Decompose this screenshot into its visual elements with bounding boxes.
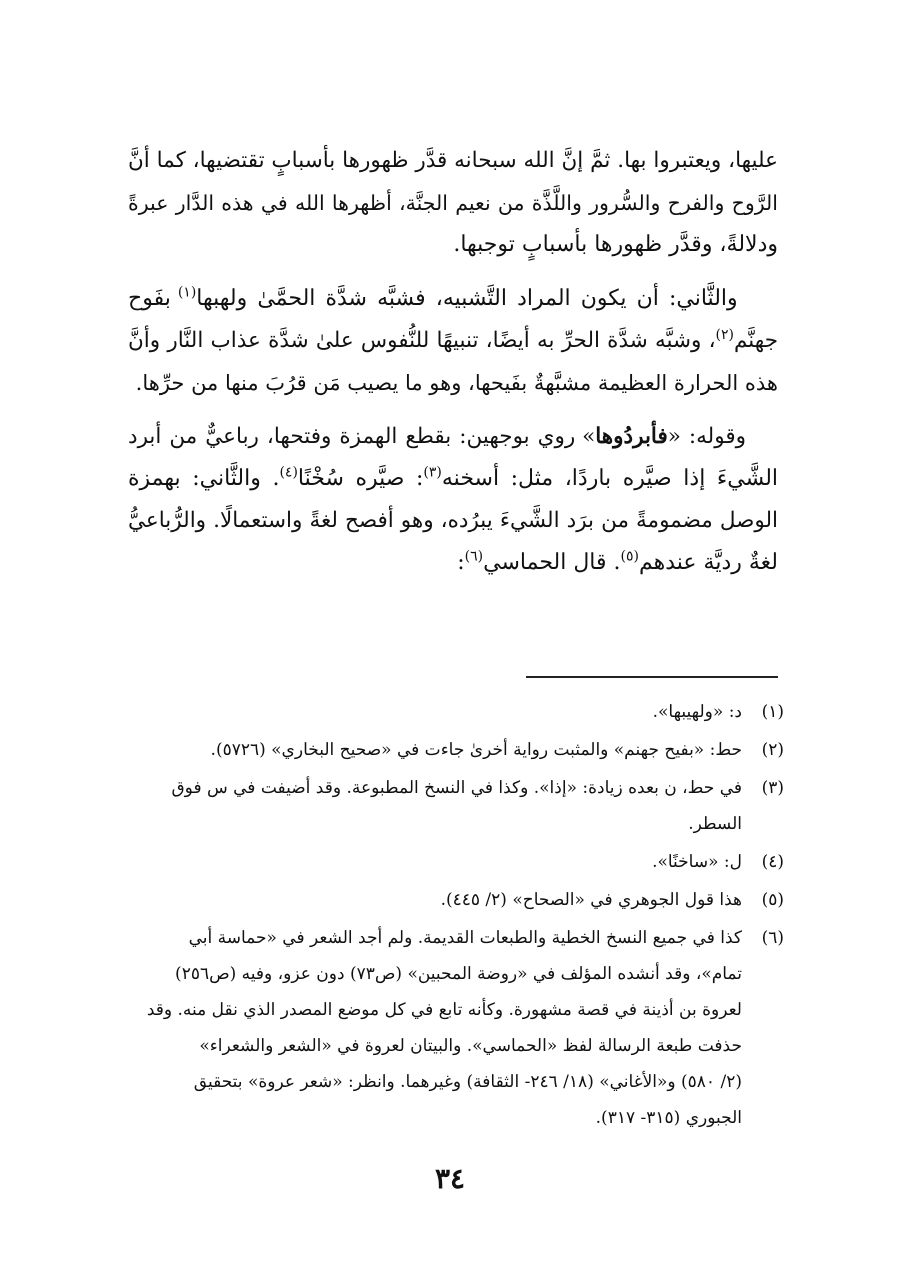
footnote-line: هذا قول الجوهري في «الصحاح» (٢/ ٤٤٥). <box>440 890 742 910</box>
footnote-number: (٣) <box>761 778 784 798</box>
text-run: : <box>457 550 465 575</box>
footnote-divider <box>526 676 778 678</box>
footnote-number: (٦) <box>761 928 784 948</box>
footnote-text <box>128 844 742 880</box>
text-line: الرَّوح والفرح والسُّرور واللَّذَّة من نعيم الجنَّة، أظهرها الله في هذه الدَّار عبرةً <box>128 191 778 215</box>
text-run: وقوله: « <box>667 424 747 449</box>
footnote-item <box>128 920 784 1136</box>
text-run: الشَّيءَ إذا صيَّره باردًا، مثل: أسخنه <box>441 466 779 491</box>
footnote-number: (١) <box>761 702 784 722</box>
footnote-line: الجبوري (٣١٥- ٣١٧). <box>595 1108 742 1128</box>
footnote-line: تمام»، وقد أنشده المؤلف في «روضة المحبين» (ص٧٣) دون عزو، وفيه (ص٢٥٦) <box>175 964 742 984</box>
footnote-line: د: «ولهيبها». <box>652 702 742 722</box>
text-run: جهنَّم <box>734 328 778 353</box>
footnote-ref-4: (٤) <box>279 464 298 481</box>
footnote-item <box>128 732 784 768</box>
footnote-item <box>128 694 784 730</box>
footnote-text <box>128 694 742 730</box>
text-run: . والثَّاني: بهمزة <box>128 466 280 491</box>
text-run: والثَّاني: أن يكون المراد التَّشبيه، فشبَّه شدَّة الحمَّىٰ ولهبها <box>196 286 738 311</box>
text-line <box>128 458 778 500</box>
text-line: الوصل مضمومةً من برَد الشَّيءَ يبرُده، وهو أفصح لغةً واستعمالًا. والرُّباعيُّ <box>128 508 778 533</box>
page-number: ٣٤ <box>434 1162 466 1195</box>
footnote-item <box>128 844 784 880</box>
footnote-line: حط: «بفيح جهنم» والمثبت رواية أخرىٰ جاءت في «صحيح البخاري» (٥٧٢٦). <box>210 740 742 760</box>
paragraph-2 <box>128 278 778 404</box>
footnote-number: (٤) <box>761 852 784 872</box>
footnote-item <box>128 770 784 842</box>
footnote-line: حذفت طبعة الرسالة لفظ «الحماسي». والبيتان لعروة في «الشعر والشعراء» <box>199 1036 742 1056</box>
footnote-ref-6: (٦) <box>464 548 484 565</box>
text-line: ودلالةً، وقدَّر ظهورها بأسبابٍ توجبها. <box>453 232 778 257</box>
footnote-text <box>128 732 742 768</box>
text-line: ​ والثَّاني: أن يكون المراد التَّشبيه، فشبَّه شدَّة الحمَّىٰ ولهبها$^{(١)}$ بفَوح <box>128 284 778 311</box>
text-run: : صيَّره سُخْنًا <box>297 466 424 491</box>
footnote-ref-1: (١) <box>177 284 197 301</box>
footnote-ref-5: (٥) <box>620 548 639 565</box>
text-run: بفَوح <box>128 286 178 311</box>
footnote-line: في حط، ن بعده زيادة: «إذا». وكذا في النسخ المطبوعة. وقد أضيفت في س فوق <box>171 778 742 798</box>
text-line <box>128 542 778 584</box>
hadith-keyword: فأبردُوها <box>595 424 668 449</box>
text-line <box>128 320 778 362</box>
text-run: لغةٌ رديَّة عندهم <box>639 550 778 575</box>
footnote-ref-3: (٣) <box>423 464 442 481</box>
footnote-number: (٢) <box>761 740 784 760</box>
text-line: عليها، ويعتبروا بها. ثمَّ إنَّ الله سبحانه قدَّر ظهورها بأسبابٍ تقتضيها، كما أنَّ <box>128 148 778 173</box>
text-run: ، وشبَّه شدَّة الحرِّ به أيضًا، تنبيهًا للنُّفوس علىٰ شدَّة عذاب النَّار وأنَّ <box>128 328 716 353</box>
paragraph-3 <box>128 416 778 584</box>
footnote-number: (٥) <box>761 890 784 910</box>
footnote-line: كذا في جميع النسخ الخطية والطبعات القديمة. ولم أجد الشعر في «حماسة أبي <box>188 928 742 948</box>
footnote-line: ل: «ساخنًا». <box>652 852 742 872</box>
footnote-text <box>128 770 742 842</box>
main-text <box>128 140 778 596</box>
paragraph-1 <box>128 140 778 266</box>
footnote-text <box>128 882 742 918</box>
footnote-text <box>128 920 742 1136</box>
footnotes-section <box>128 694 784 1138</box>
footnote-ref-2: (٢) <box>715 326 734 343</box>
footnote-line: السطر. <box>688 814 742 834</box>
footnote-line: لعروة بن أذينة في قصة مشهورة. وكأنه تابع في كل موضع المصدر الذي نقل منه. وقد <box>146 1000 742 1020</box>
text-line: هذه الحرارة العظيمة مشبَّهةٌ بفَيحها، وهو ما يصيب مَن قرُبَ منها من حرِّها. <box>135 371 778 395</box>
text-run: . قال الحماسي <box>483 550 621 575</box>
text-line: ​ وقوله: «فأبردُوها» روي بوجهين: بقطع الهمزة وفتحها، رباعيٌّ من أبرد <box>128 424 778 449</box>
text-run: » روي بوجهين: بقطع الهمزة وفتحها، رباعيٌّ من أبرد <box>128 424 596 449</box>
footnote-line: (٢/ ٥٨٠) و«الأغاني» (١٨/ ٢٤٦- الثقافة) وغيرهما. وانظر: «شعر عروة» بتحقيق <box>193 1072 742 1092</box>
footnote-item <box>128 882 784 918</box>
